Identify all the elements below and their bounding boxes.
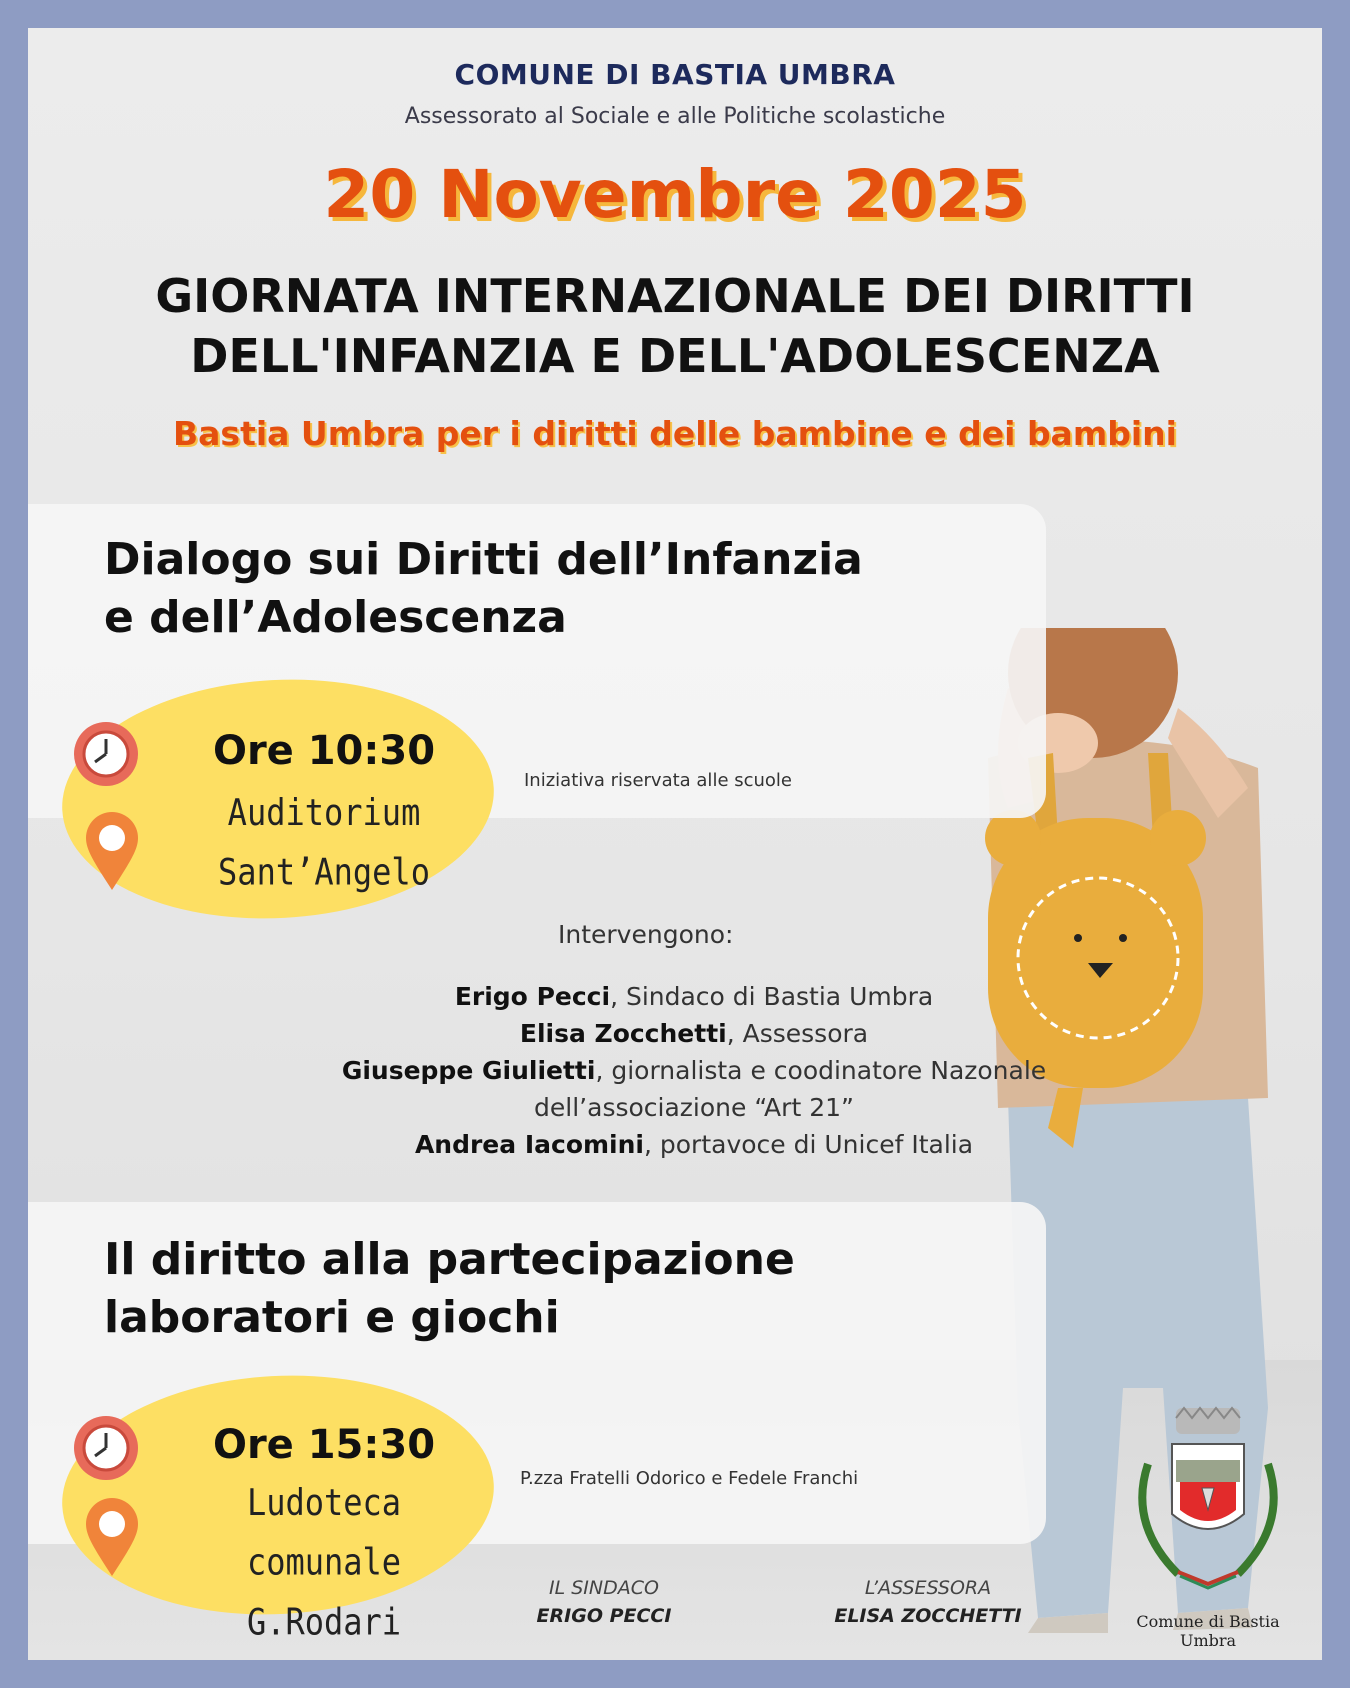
event2-title-line2: laboratori e giochi — [104, 1292, 560, 1343]
event1-title — [104, 531, 863, 647]
event2-venue-line1: Ludoteca comunale — [246, 1480, 402, 1584]
main-title-line1: GIORNATA INTERNAZIONALE DEI DIRITTI — [155, 269, 1195, 323]
speaker-role: , giornalista e coodinatore Nazonale — [595, 1056, 1047, 1085]
speaker-row — [284, 1089, 1104, 1126]
poster — [28, 28, 1322, 1660]
speaker-row — [284, 1052, 1104, 1089]
event2-address: P.zza Fratelli Odorico e Fedele Franchi — [520, 1468, 859, 1489]
speaker-row — [284, 978, 1104, 1015]
event2-venue — [174, 1472, 474, 1651]
comune-name: COMUNE DI BASTIA UMBRA — [454, 58, 896, 91]
assessora-role: L’ASSESSORA — [864, 1577, 992, 1599]
event1-title-line1: Dialogo sui Diritti dell’Infanzia — [104, 534, 863, 585]
event-date: 20 Novembre 2025 — [323, 156, 1027, 233]
assessora-name: ELISA ZOCCHETTI — [834, 1605, 1022, 1627]
event2-title-line1: Il diritto alla partecipazione — [104, 1234, 795, 1285]
sindaco-name: ERIGO PECCI — [536, 1605, 672, 1627]
speaker-role: dell’associazione “Art 21” — [534, 1093, 854, 1122]
sindaco-signature — [514, 1574, 694, 1630]
speakers-heading: Intervengono: — [558, 920, 734, 949]
speaker-row — [284, 1126, 1104, 1163]
event1-venue-line1: Auditorium — [227, 790, 421, 834]
tagline: Bastia Umbra per i diritti delle bambine e dei bambini — [173, 414, 1177, 453]
clock-icon — [74, 722, 138, 786]
sindaco-role: IL SINDACO — [549, 1577, 659, 1599]
location-pin-icon — [84, 1498, 140, 1578]
comune-crest-logo — [1118, 1404, 1298, 1604]
main-title — [28, 266, 1322, 386]
event1-note: Iniziativa riservata alle scuole — [524, 770, 793, 791]
speaker-name: Andrea Iacomini — [414, 1130, 644, 1159]
speaker-name: Erigo Pecci — [454, 982, 611, 1011]
assessorato-subtitle: Assessorato al Sociale e alle Politiche scolastiche — [404, 104, 946, 129]
event1-time: Ore 10:30 — [212, 728, 436, 774]
speaker-role: , Sindaco di Bastia Umbra — [610, 982, 934, 1011]
crest-label: Comune di Bastia Umbra — [1136, 1612, 1280, 1650]
speaker-role: , portavoce di Unicef Italia — [644, 1130, 974, 1159]
speaker-role: , Assessora — [726, 1019, 869, 1048]
event1-venue-line2: Sant’Angelo — [218, 850, 430, 894]
assessora-signature — [798, 1574, 1058, 1630]
speaker-name: Elisa Zocchetti — [519, 1019, 727, 1048]
event2-title — [104, 1231, 795, 1347]
clock-icon — [74, 1416, 138, 1480]
event2-time: Ore 15:30 — [212, 1422, 436, 1468]
location-pin-icon — [84, 812, 140, 892]
speaker-row — [284, 1015, 1104, 1052]
speakers-list — [284, 978, 1104, 1163]
event1-venue — [174, 782, 474, 902]
event2-venue-line2: G.Rodari — [246, 1599, 402, 1644]
event1-title-line2: e dell’Adolescenza — [104, 592, 567, 643]
speaker-name: Giuseppe Giulietti — [341, 1056, 596, 1085]
main-title-line2: DELL'INFANZIA E DELL'ADOLESCENZA — [190, 329, 1160, 383]
